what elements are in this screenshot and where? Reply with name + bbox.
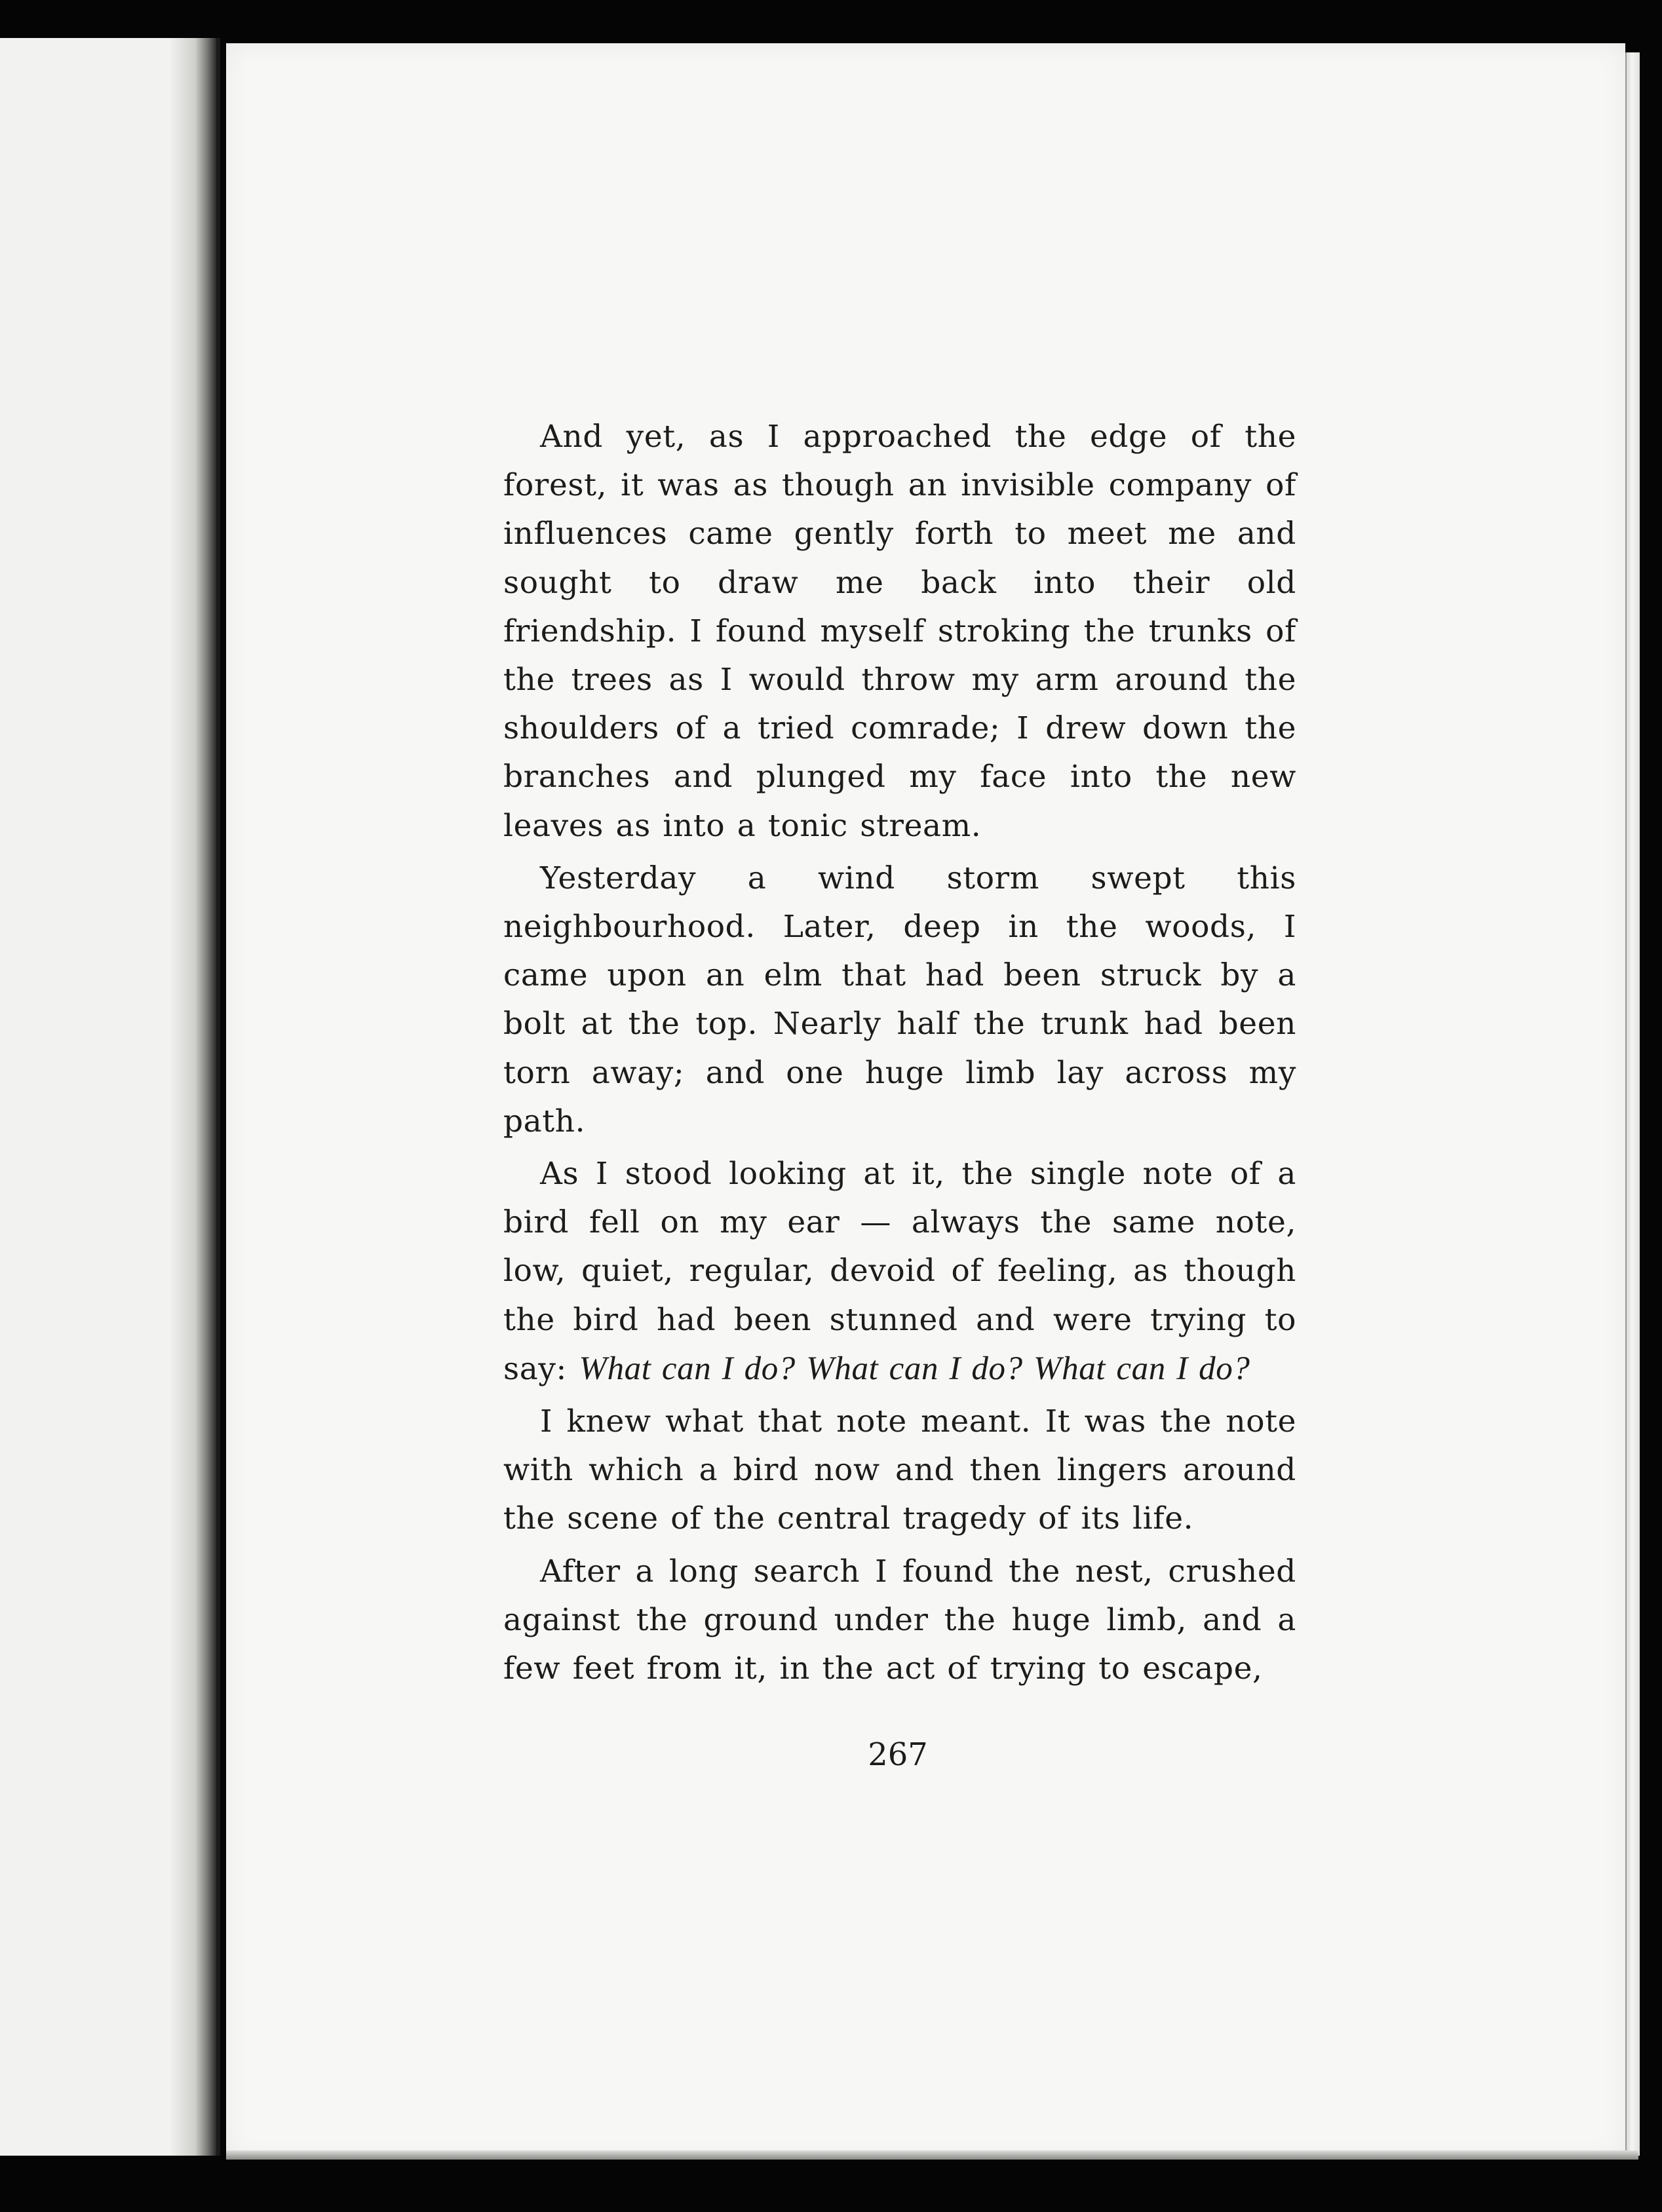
page-stack-edge	[1625, 52, 1640, 2156]
paragraph-nest-search: After a long search I found the nest, crushed against the ground under the huge limb, and a few feet from it, in the act of trying to escape,	[503, 1553, 1296, 1687]
book-gutter	[169, 38, 216, 2156]
paragraph-note-meaning: I knew what that note meant. It was the note with which a bird now and then lingers around the scene of the central tragedy of its life.	[503, 1403, 1296, 1537]
paragraph-wind-storm: Yesterday a wind storm swept this neighbourhood. Later, deep in the woods, I came upon an elm that had been struck by a bolt at the top. Nearly half the trunk had been torn away; and one huge limb lay across my path.	[503, 860, 1296, 1139]
page-bottom-edge	[226, 2150, 1638, 2160]
page-number: 267	[868, 1736, 928, 1773]
paragraph-forest: And yet, as I approached the edge of the forest, it was as though an invisible company of influences came gently forth to meet me and sought to draw me back into their old friendship. I found myself stroking the trunks of the trees as I would throw my arm around the shoulders of a tried comrade; I drew down the branches and plunged my face into the new leaves as into a tonic stream.	[503, 419, 1296, 844]
paragraph-bird-note-text: As I stood looking at it, the single note of a bird fell on my ear — always the same note, low, quiet, regular, devoid of feeling, as though the bird had been stunned and were trying to say:	[503, 1156, 1296, 1387]
paragraph-bird-note	[503, 1150, 1296, 1394]
italic-phrase: What can I do? What can I do? What can I do?	[579, 1350, 1250, 1387]
page-body-text	[503, 413, 1296, 1697]
